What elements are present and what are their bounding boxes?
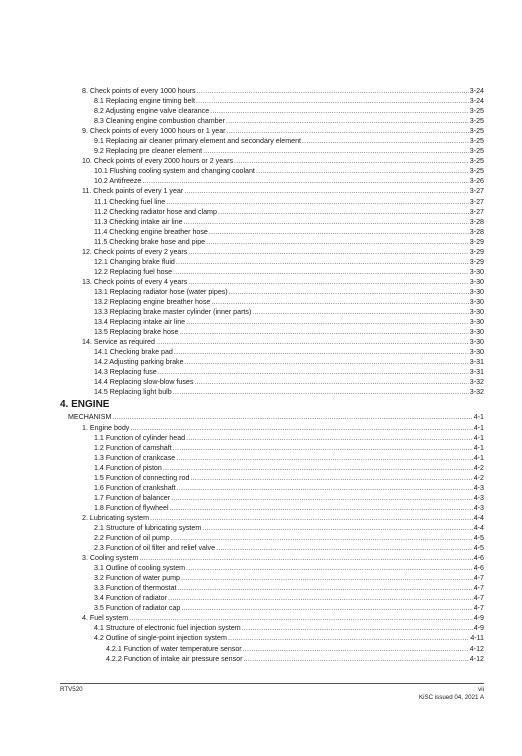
- toc-leader-dots: [181, 603, 472, 613]
- toc-entry: [60, 553, 484, 563]
- toc-entry-page: 3-29: [469, 247, 484, 256]
- toc-entry: [60, 307, 484, 317]
- toc-leader-dots: [226, 116, 469, 126]
- toc-entry-page: 4-11: [470, 634, 484, 643]
- toc-entry-title: 12. Check points of every 2 years: [82, 247, 188, 256]
- toc-entry: [60, 573, 484, 583]
- toc-entry: [60, 287, 484, 297]
- toc-entry: [60, 533, 484, 543]
- toc-entry-title: 11.3 Checking intake air line: [94, 217, 183, 226]
- toc-entry: [60, 423, 484, 433]
- toc-leader-dots: [158, 367, 469, 377]
- toc-entry: [60, 337, 484, 347]
- toc-leader-dots: [150, 513, 473, 523]
- toc-entry: [60, 473, 484, 483]
- chapter-title: [60, 397, 484, 412]
- toc-entry-page: 3-26: [469, 177, 484, 186]
- toc-entry-page: 3-32: [469, 388, 484, 397]
- toc-entry-page: 3-30: [469, 277, 484, 286]
- toc-leader-dots: [190, 473, 472, 483]
- toc-entry-page: 4-7: [473, 594, 484, 603]
- toc-leader-dots: [218, 207, 469, 217]
- toc-leader-dots: [188, 247, 469, 257]
- toc-leader-dots: [243, 654, 468, 664]
- toc-entry: [60, 136, 484, 146]
- toc-entry-title: 14.5 Replacing light bulb: [94, 388, 172, 397]
- toc-leader-dots: [197, 86, 469, 96]
- toc-entry: [60, 267, 484, 277]
- toc-entry: [60, 156, 484, 166]
- toc-entry-title: 3.5 Function of radiator cap: [94, 604, 181, 613]
- toc-entry-page: 4-7: [473, 574, 484, 583]
- toc-entry-title: 1.3 Function of crankcase: [94, 453, 176, 462]
- toc-entry-title: 1.8 Function of flywheel: [94, 503, 169, 512]
- toc-entry: [60, 126, 484, 136]
- toc-entry-page: 4-3: [473, 503, 484, 512]
- toc-entry-page: 4-3: [473, 483, 484, 492]
- toc-entry-page: 4-6: [473, 564, 484, 573]
- toc-entry: [60, 357, 484, 367]
- toc-entry-page: 4-5: [473, 544, 484, 553]
- toc-entry: [60, 387, 484, 397]
- toc-entry: [60, 613, 484, 623]
- toc-entry-title: 1.4 Function of piston: [94, 463, 162, 472]
- toc-entry-title: 8.2 Adjusting engine valve clearance: [94, 107, 210, 116]
- toc-entry: [60, 513, 484, 523]
- toc-entry: [60, 317, 484, 327]
- toc-entry-title: 1.5 Function of connecting rod: [94, 473, 190, 482]
- toc-entry-page: 3-24: [469, 97, 484, 106]
- toc-leader-dots: [196, 96, 469, 106]
- toc-leader-dots: [179, 327, 468, 337]
- toc-leader-dots: [168, 593, 473, 603]
- toc-entry-page: 3-31: [469, 358, 484, 367]
- toc-leader-dots: [174, 347, 469, 357]
- toc-entry: [60, 186, 484, 196]
- toc-leader-dots: [188, 277, 469, 287]
- toc-entry: [60, 563, 484, 573]
- toc-leader-dots: [186, 563, 473, 573]
- toc-entry-page: 3-27: [469, 207, 484, 216]
- toc-entry-title: 3.3 Function of thermostat: [94, 584, 177, 593]
- toc-entry: [60, 412, 484, 422]
- toc-entry-page: 4-12: [469, 654, 484, 663]
- toc-leader-dots: [185, 357, 469, 367]
- toc-entry-title: 2.1 Structure of lubricating system: [94, 523, 202, 532]
- toc-entry: [60, 603, 484, 613]
- toc-leader-dots: [186, 317, 469, 327]
- toc-leader-dots: [163, 463, 473, 473]
- toc-entry-title: 3.4 Function of radiator: [94, 594, 167, 603]
- toc-entry: [60, 463, 484, 473]
- toc-entry-title: 4.1 Structure of electronic fuel injection system: [94, 624, 241, 633]
- toc-entry-page: 3-30: [469, 338, 484, 347]
- toc-entry: [60, 237, 484, 247]
- toc-entry: [60, 176, 484, 186]
- toc-entry: [60, 297, 484, 307]
- toc-leader-dots: [252, 307, 468, 317]
- toc-entry-title: 8. Check points of every 1000 hours: [82, 87, 196, 95]
- toc-entry-title: 13.5 Replacing brake hose: [94, 328, 179, 337]
- toc-leader-dots: [302, 136, 469, 146]
- toc-entry-page: 4-9: [473, 624, 484, 633]
- toc-entry: [60, 207, 484, 217]
- toc-entry-title: 11. Check points of every 1 year: [82, 187, 184, 196]
- toc-entry-page: 3-25: [469, 157, 484, 166]
- toc-leader-dots: [209, 227, 469, 237]
- toc-entry-page: 3-30: [469, 267, 484, 276]
- toc-leader-dots: [173, 387, 469, 397]
- footer-model: RTV520: [60, 686, 83, 693]
- toc-entry-title: 12.2 Replacing fuel hose: [94, 267, 173, 276]
- toc-entry-title: 9. Check points of every 1000 hours or 1 year: [82, 127, 226, 136]
- toc-leader-dots: [142, 176, 468, 186]
- toc-leader-dots: [181, 573, 473, 583]
- toc-entry-title: 14.1 Checking brake pad: [94, 348, 173, 357]
- toc-entry-title: 11.2 Checking radiator hose and clamp: [94, 207, 217, 216]
- toc-entry-title: 13.1 Replacing radiator hose (water pipes): [94, 287, 228, 296]
- toc-entry-title: 10. Check points of every 2000 hours or 2 years: [82, 157, 234, 166]
- toc-entry-title: 2.2 Function of oil pump: [94, 534, 170, 543]
- toc-entry-page: 3-30: [469, 308, 484, 317]
- toc-entry-title: 4.2.1 Function of water temperature sensor: [106, 644, 242, 653]
- toc-entry-title: 11.1 Checking fuel line: [94, 197, 166, 206]
- toc-entry-page: 3-30: [469, 297, 484, 306]
- toc-entry-page: 3-25: [469, 147, 484, 156]
- toc-entry: [60, 116, 484, 126]
- toc-section-maintenance: [60, 86, 484, 397]
- toc-entry-page: 3-29: [469, 237, 484, 246]
- toc-entry-title: 4.2.2 Function of intake air pressure sensor: [106, 654, 243, 663]
- toc-leader-dots: [184, 186, 469, 196]
- toc-entry-page: 3-28: [469, 227, 484, 236]
- toc-entry-title: 10.2 Antifreeze: [94, 177, 142, 186]
- toc-entry-title: 1.2 Function of camshaft: [94, 443, 172, 452]
- toc-entry-title: 4. Fuel system: [82, 614, 129, 623]
- toc-entry-page: 4-1: [473, 433, 484, 442]
- toc-entry-page: 3-30: [469, 318, 484, 327]
- toc-leader-dots: [242, 623, 473, 633]
- toc-leader-dots: [170, 503, 473, 513]
- toc-entry: [60, 227, 484, 237]
- toc-entry-page: 3-29: [469, 257, 484, 266]
- toc-leader-dots: [176, 453, 473, 463]
- toc-leader-dots: [171, 493, 473, 503]
- toc-entry: [60, 633, 484, 643]
- toc-entry-page: 4-1: [473, 413, 484, 422]
- toc-entry: [60, 583, 484, 593]
- toc-entry-title: 13.3 Replacing brake master cylinder (inner parts): [94, 308, 252, 317]
- toc-leader-dots: [173, 267, 469, 277]
- toc-entry-page: 3-25: [469, 107, 484, 116]
- toc-leader-dots: [166, 197, 469, 207]
- toc-entry-title: 13.4 Replacing intake air line: [94, 318, 186, 327]
- toc-leader-dots: [194, 377, 468, 387]
- toc-entry-page: 4-1: [473, 423, 484, 432]
- toc-entry-title: 11.4 Checking engine breather hose: [94, 227, 208, 236]
- toc-entry: [60, 483, 484, 493]
- toc-leader-dots: [228, 633, 469, 643]
- toc-entry-page: 4-4: [473, 523, 484, 532]
- toc-leader-dots: [177, 583, 472, 593]
- toc-leader-dots: [210, 106, 469, 116]
- toc-entry-title: 14.4 Replacing slow-blow fuses: [94, 378, 194, 387]
- toc-entry-title: 1. Engine body: [82, 423, 130, 432]
- toc-entry: [60, 443, 484, 453]
- toc-entry-page: 3-28: [469, 217, 484, 226]
- toc-entry-page: 4-12: [469, 644, 484, 653]
- toc-leader-dots: [202, 523, 472, 533]
- toc-entry: [60, 197, 484, 207]
- toc-leader-dots: [243, 644, 469, 654]
- toc-entry: [60, 367, 484, 377]
- toc-entry-page: 4-7: [473, 604, 484, 613]
- toc-entry: [60, 377, 484, 387]
- toc-entry-title: 14. Service as required: [82, 338, 155, 347]
- toc-entry-page: 3-25: [469, 137, 484, 146]
- toc-entry-page: 4-2: [473, 463, 484, 472]
- toc-entry: [60, 623, 484, 633]
- toc-entry: [60, 593, 484, 603]
- footer-divider: [60, 683, 484, 684]
- toc-entry-title: 11.5 Checking brake hose and pipe: [94, 237, 206, 246]
- toc-entry-title: 9.1 Replacing air cleaner primary element and secondary element: [94, 137, 302, 146]
- toc-entry-title: 1.7 Function of balancer: [94, 493, 171, 502]
- footer-issue: KiSC issued 04, 2021 A: [418, 694, 484, 701]
- toc-entry: [60, 543, 484, 553]
- toc-entry-page: 4-2: [473, 473, 484, 482]
- toc-entry-title: 3.1 Outline of cooling system: [94, 564, 186, 573]
- toc-entry-title: 3. Cooling system: [82, 554, 139, 563]
- toc-entry-page: 3-30: [469, 348, 484, 357]
- toc-entry: [60, 257, 484, 267]
- toc-entry-page: 3-30: [469, 328, 484, 337]
- toc-entry: [60, 523, 484, 533]
- toc-leader-dots: [156, 337, 469, 347]
- toc-leader-dots: [211, 297, 468, 307]
- toc-entry-title: 14.3 Replacing fuse: [94, 368, 157, 377]
- toc-entry-page: 3-30: [469, 287, 484, 296]
- toc-entry: [60, 86, 484, 96]
- toc-entry: [60, 503, 484, 513]
- footer-page-number: vii: [478, 686, 484, 693]
- toc-entry: [60, 327, 484, 337]
- toc-entry-page: 3-25: [469, 117, 484, 126]
- toc-entry: [60, 166, 484, 176]
- toc-leader-dots: [171, 533, 473, 543]
- toc-leader-dots: [129, 613, 473, 623]
- chapter-title-text: 4. ENGINE: [60, 399, 110, 411]
- toc-entry: [60, 644, 484, 654]
- toc-entry-page: 4-3: [473, 493, 484, 502]
- toc-entry-title: 14.2 Adjusting parking brake: [94, 358, 184, 367]
- toc-entry-page: 4-1: [473, 453, 484, 462]
- toc-entry-page: 3-27: [469, 187, 484, 196]
- toc-entry-title: 8.1 Replacing engine timing belt: [94, 97, 195, 106]
- toc-entry-page: 4-7: [473, 584, 484, 593]
- toc-entry-title: 1.1 Function of cylinder head: [94, 433, 186, 442]
- footer-info: [419, 686, 484, 702]
- toc-entry-title: 2. Lubricating system: [82, 513, 150, 522]
- toc-entry: [60, 347, 484, 357]
- toc-leader-dots: [227, 126, 469, 136]
- toc-entry-page: 3-27: [469, 197, 484, 206]
- toc-entry: [60, 433, 484, 443]
- toc-entry-page: 3-25: [469, 127, 484, 136]
- toc-entry: [60, 106, 484, 116]
- toc-entry-page: 4-6: [473, 554, 484, 563]
- toc-entry-title: MECHANISM: [68, 413, 112, 422]
- toc-entry-page: 4-4: [473, 513, 484, 522]
- toc-entry-title: 10.1 Flushing cooling system and changing coolant: [94, 167, 255, 176]
- toc-leader-dots: [186, 433, 473, 443]
- toc-leader-dots: [130, 423, 472, 433]
- toc-entry-page: 4-5: [473, 534, 484, 543]
- toc-entry: [60, 277, 484, 287]
- toc-leader-dots: [229, 287, 469, 297]
- toc-entry-page: 3-32: [469, 378, 484, 387]
- toc-entry: [60, 146, 484, 156]
- toc-entry-page: 4-1: [473, 443, 484, 452]
- toc-leader-dots: [139, 553, 472, 563]
- toc-leader-dots: [173, 443, 473, 453]
- toc-entry-page: 3-25: [469, 167, 484, 176]
- toc-entry-title: 13. Check points of every 4 years: [82, 277, 188, 286]
- toc-leader-dots: [216, 543, 473, 553]
- toc-leader-dots: [112, 412, 472, 422]
- toc-entry-page: 3-31: [469, 368, 484, 377]
- toc-leader-dots: [176, 257, 469, 267]
- toc-entry: [60, 247, 484, 257]
- toc-leader-dots: [203, 146, 469, 156]
- toc-leader-dots: [184, 217, 469, 227]
- toc-leader-dots: [256, 166, 469, 176]
- toc-entry-title: 2.3 Function of oil filter and relief valve: [94, 544, 216, 553]
- toc-entry-title: 9.2 Replacing pre cleaner element: [94, 147, 203, 156]
- toc-leader-dots: [206, 237, 469, 247]
- toc-entry-title: 8.3 Cleaning engine combustion chamber: [94, 117, 225, 126]
- toc-entry-title: 13.2 Replacing engine breather hose: [94, 297, 211, 306]
- toc-entry: [60, 654, 484, 664]
- toc-entry: [60, 453, 484, 463]
- toc-entry-page: 4-9: [473, 614, 484, 623]
- toc-section-engine: [60, 412, 484, 663]
- toc-entry-title: 1.6 Function of crankshaft: [94, 483, 176, 492]
- toc-entry: [60, 217, 484, 227]
- toc-leader-dots: [234, 156, 469, 166]
- toc-entry: [60, 96, 484, 106]
- toc-entry-title: 4.2 Outline of single-point injection system: [94, 634, 227, 643]
- toc-entry: [60, 493, 484, 503]
- toc-entry-title: 12.1 Changing brake fluid: [94, 257, 175, 266]
- toc-leader-dots: [177, 483, 473, 493]
- table-of-contents: [60, 86, 484, 664]
- toc-entry-title: 3.2 Function of water pump: [94, 574, 180, 583]
- toc-entry-page: 3-24: [469, 87, 484, 95]
